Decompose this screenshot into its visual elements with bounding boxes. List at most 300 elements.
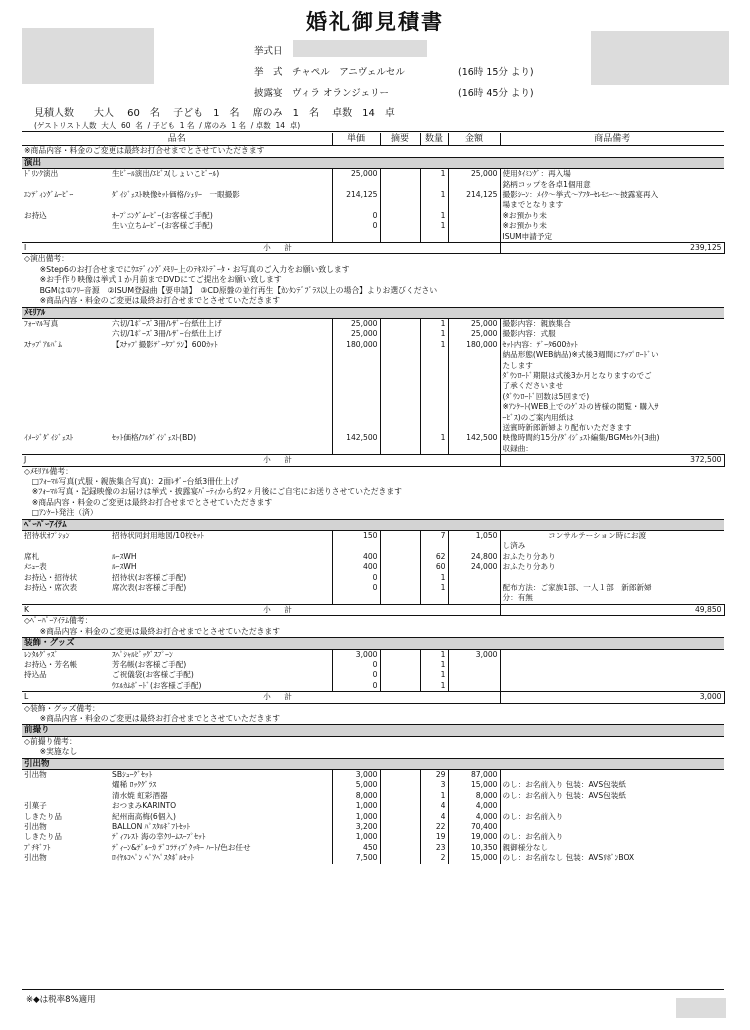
item-name [110,593,332,604]
subtotal-mark: J [22,455,110,466]
item-remarks [500,573,724,583]
note-row [22,254,724,265]
item-remarks: 撮影ｼｰﾝ：ﾒｲｸ～挙式～ｱﾌﾀｰｾﾚﾓﾆｰ～披露宴再入 [502,190,659,200]
item-category: 席札 [24,551,40,561]
item-price: 25,000 [332,318,380,329]
note-text: ※Step6のお打合せまでにｳｴﾃﾞｨﾝｸﾞﾒﾓﾘｰ上のﾃｷｽﾄﾃﾞｰﾀ・お写真のご入力をお願い致します [24,264,350,274]
note-text: ◇ﾍﾟｰﾊﾟｰｱｲﾃﾑ備考： [24,616,93,626]
item-price: 1,000 [332,832,380,842]
line-item-row [22,211,724,221]
line-item-row [22,423,724,433]
item-category: 招待状ｵﾌﾟｼｮﾝ [24,531,70,541]
item-amount [448,350,500,360]
item-category [22,402,110,412]
item-category [22,381,110,391]
item-remarks: のし：お名前入り 包装：AVS包装紙 [502,780,626,790]
item-remarks [500,769,724,780]
col-amount: 金額 [448,133,500,146]
item-amount: 25,000 [448,329,500,339]
col-price: 単価 [332,133,380,146]
item-qty: 4 [420,812,448,822]
item-amount: 24,800 [448,552,500,562]
item-qty: 1 [420,670,448,680]
note-row [22,146,724,157]
item-remarks: のし：お名前なし 包装：AVSﾘﾎﾞﾝBOX [502,853,635,863]
item-qty [420,593,448,604]
note-row [22,747,724,758]
subtotal-label: 小 計 [110,243,448,254]
note-row [22,616,724,627]
line-item-row [22,232,724,243]
item-remarks: のし：お名前入り [502,811,564,821]
item-qty [420,392,448,402]
item-name: ﾛｲﾔﾙｺﾍﾟﾝ ﾍﾟｱﾍﾟｽﾀﾎﾞﾙｾｯﾄ [110,853,332,863]
item-memo [380,444,420,455]
item-category [22,329,110,339]
item-qty: 7 [420,531,448,542]
item-remarks [500,822,724,832]
line-item-row [22,433,724,443]
item-remarks: 映像時間約15分/ﾀﾞｲｼﾞｪｽﾄ編集/BGMｾﾚｸﾄ(3曲) [502,433,660,443]
item-name [110,423,332,433]
item-memo [380,433,420,443]
item-qty [420,541,448,551]
col-name: 品名 [22,133,332,146]
line-item-row [22,812,724,822]
line-item-row [22,583,724,593]
section-title: ﾍﾟｰﾊﾟｰｱｲﾃﾑ [22,519,724,530]
line-item-row [22,413,724,423]
item-remarks: たします [502,360,533,370]
item-price [332,200,380,210]
item-category: 引菓子 [24,801,47,811]
item-memo [380,180,420,190]
note-row [22,627,724,638]
item-amount [448,541,500,551]
item-category: 引出物 [24,769,47,779]
item-name [110,392,332,402]
line-item-row [22,371,724,381]
ceremony-label: 挙 式 [254,67,283,78]
item-memo [380,413,420,423]
subtotal-mark: K [22,604,110,615]
item-memo [380,221,420,231]
item-category: ｽﾅｯﾌﾟｱﾙﾊﾞﾑ [24,339,62,349]
item-price: 7,500 [332,853,380,863]
note-row [22,466,724,477]
item-amount: 15,000 [448,780,500,790]
item-price [332,232,380,243]
section-title: 引出物 [22,758,724,769]
item-category [22,413,110,423]
item-category: 引出物 [24,853,47,863]
item-remarks: のし：お名前入り 包装：AVS包装紙 [502,790,626,800]
item-name [110,180,332,190]
item-price [332,392,380,402]
item-remarks: 撮影内容：親族集合 [502,318,571,328]
item-price: 5,000 [332,780,380,790]
item-price: 3,200 [332,822,380,832]
line-item-row [22,318,724,329]
item-qty: 60 [420,562,448,572]
redacted-page-number [676,998,726,1018]
item-name [110,200,332,210]
line-item-row [22,791,724,801]
item-amount: 8,000 [448,791,500,801]
item-name [110,232,332,243]
note-text: □ﾌｫｰﾏﾙ写真(式服・親族集合写真)：2面ﾚｻﾞｰ台紙3冊仕上げ [24,477,239,486]
note-row [22,296,724,307]
note-text: BGMは①ﾌﾘｰ音源 ②ISUM登録曲【要申請】 ③CD原盤の並行再生【ｶﾝﾀﾝﾃﾞﾌﾞﾗｽ以上の場合】よりお選びください [24,285,438,295]
item-price: 0 [332,221,380,231]
line-item-row [22,843,724,853]
line-item-row [22,392,724,402]
line-item-row [22,361,724,371]
item-category [22,371,110,381]
item-qty: 1 [420,221,448,231]
item-qty: 1 [420,318,448,329]
item-remarks: 場までとなります [502,200,564,210]
bottom-rule [22,989,724,990]
item-amount: 10,350 [448,843,500,853]
item-amount [448,221,500,231]
item-price: 3,000 [332,649,380,660]
item-remarks: 送賓時新郎新婦より配布いただきます [502,422,632,432]
section-title: 演出 [22,157,724,168]
item-remarks: コンサルテーション時にお渡 [502,531,647,541]
item-name: ｽﾍﾟｼｬﾙﾋﾞｯｸﾞｽﾌﾟｰﾝ [110,649,332,660]
item-amount: 87,000 [448,769,500,780]
subtotal-label: 小 計 [110,692,448,703]
item-price: 214,125 [332,190,380,200]
line-item-row [22,541,724,551]
reception-time: (16時 45分 より) [458,88,534,99]
item-memo [380,371,420,381]
item-remarks: し済み [502,541,526,551]
item-qty [420,444,448,455]
item-price: 180,000 [332,340,380,350]
item-name: 六切/1ﾎﾟｰｽﾞ3冊/ﾚｻﾞｰ台紙仕上げ [110,318,332,329]
item-memo [380,402,420,412]
subtotal-amount: 49,850 [500,604,724,615]
line-item-row [22,853,724,863]
item-qty: 3 [420,780,448,790]
item-price [332,361,380,371]
item-remarks [500,670,724,680]
item-remarks: (ﾀﾞｳﾝﾛｰﾄﾞ回数は5回まで) [502,391,590,401]
line-item-row [22,552,724,562]
item-category: ﾒﾆｭｰ表 [24,562,47,572]
note-row [22,703,724,714]
document-title: 婚礼御見積書 [306,9,444,34]
item-category: お持込・芳名帳 [24,659,78,669]
line-item-row [22,593,724,604]
item-memo [380,660,420,670]
line-item-row [22,780,724,790]
item-price [332,541,380,551]
item-qty: 1 [420,211,448,221]
item-remarks: 納品形態(WEB納品)※式後3週間にｱｯﾌﾟﾛｰﾄﾞい [502,350,659,360]
subtotal-qty [448,692,500,703]
item-memo [380,190,420,200]
note-row [22,508,724,518]
subtotal-amount: 3,000 [500,692,724,703]
item-qty [420,361,448,371]
item-amount [448,402,500,412]
item-amount [448,232,500,243]
note-row [22,498,724,508]
item-qty: 1 [420,169,448,180]
item-amount [448,660,500,670]
line-item-row [22,169,724,180]
item-memo [380,583,420,593]
item-price: 450 [332,843,380,853]
subtotal-qty [448,604,500,615]
item-amount: 180,000 [448,340,500,350]
item-remarks: 使用ﾀｲﾐﾝｸﾞ：再入場 [502,169,571,179]
item-memo [380,791,420,801]
note-row [22,714,724,725]
item-price [332,402,380,412]
note-text: ◇演出備考： [24,254,69,264]
item-price: 3,000 [332,769,380,780]
tax-footnote: ※◆は税率8%適用 [26,995,96,1005]
item-qty [420,413,448,423]
ceremony-venue: チャペル アニヴェルセル [292,67,405,78]
item-memo [380,541,420,551]
item-qty: 1 [420,433,448,443]
item-amount: 4,000 [448,812,500,822]
item-amount: 15,000 [448,853,500,863]
item-name: ｳｴﾙｶﾑﾎﾞｰﾄﾞ(お客様ご手配) [110,681,332,692]
item-name: ﾙｰｽWH [110,552,332,562]
note-row [22,275,724,285]
subtotal-row [22,692,724,703]
item-amount: 25,000 [448,169,500,180]
item-price: 1,000 [332,812,380,822]
subtotal-row [22,604,724,615]
item-remarks: ISUM申請予定 [502,231,553,241]
item-category [22,361,110,371]
item-memo [380,340,420,350]
item-memo [380,843,420,853]
item-remarks [500,801,724,811]
item-category: ｲﾒｰｼﾞﾀﾞｲｼﾞｪｽﾄ [24,433,74,443]
item-name [110,402,332,412]
item-category [22,180,110,190]
item-category [22,392,110,402]
note-text: ※商品内容・料金のご変更は最終お打合せまでとさせていただきます [24,296,281,306]
line-item-row [22,660,724,670]
item-category [22,350,110,360]
item-amount [448,593,500,604]
note-text: ※商品内容・料金のご変更は最終お打合せまでとさせていただきます [24,713,281,723]
item-name: SBｼｭｰｸﾞｾｯﾄ [110,769,332,780]
guest-list-summary: (ゲストリスト人数 大人 60 名 / 子ども 1 名 / 席のみ 1 名 / 卓数 14 卓) [34,121,301,130]
item-memo [380,812,420,822]
col-qty: 数量 [420,133,448,146]
item-category [22,593,110,604]
item-qty: 62 [420,552,448,562]
section-header [22,157,724,168]
item-price: 0 [332,211,380,221]
item-memo [380,562,420,572]
ceremony-time: (16時 15分 より) [458,67,534,78]
column-header-row [22,133,724,146]
section-title: ﾒﾓﾘｱﾙ [22,307,724,318]
item-qty: 1 [420,583,448,593]
item-memo [380,392,420,402]
item-name: ご祝儀袋(お客様ご手配) [110,670,332,680]
item-category [22,221,110,231]
section-header [22,307,724,318]
item-qty: 4 [420,801,448,811]
item-category: お持込・席次表 [24,583,78,593]
subtotal-mark: I [22,243,110,254]
item-memo [380,531,420,542]
item-category: 持込品 [24,670,47,680]
item-category [22,444,110,455]
item-amount [448,180,500,190]
item-name: ﾀﾞｲｼﾞｪｽﾄ映像ｾｯﾄ価格/ｼｪﾘｰ 一眼撮影 [110,190,332,200]
line-item-row [22,769,724,780]
item-memo [380,853,420,863]
item-amount: 142,500 [448,433,500,443]
item-price [332,180,380,190]
item-price [332,444,380,455]
item-category [22,681,110,692]
section-title: 装飾・グッズ [22,638,724,649]
subtotal-label: 小 計 [110,455,448,466]
col-memo: 摘要 [380,133,420,146]
item-remarks: ｰﾋﾞｽ)のご案内用紙は [502,412,574,422]
item-memo [380,832,420,842]
item-price: 0 [332,583,380,593]
item-remarks [500,660,724,670]
item-name [110,381,332,391]
note-text: □ｱﾝｹｰﾄ発注（済） [24,508,98,518]
line-item-row [22,402,724,412]
line-item-row [22,681,724,692]
note-row [22,487,724,497]
section-header [22,519,724,530]
item-amount [448,444,500,455]
line-item-row [22,573,724,583]
note-text: ※お手作り映像は挙式１か月前までDVDにてご提出をお願い致します [24,275,282,285]
item-name: 招待状同封用地図/10枚ｾｯﾄ [110,531,332,542]
line-item-row [22,670,724,680]
item-category: ﾚﾝﾀﾙｸﾞｯｽﾞ [24,649,59,659]
item-qty: 29 [420,769,448,780]
item-price [332,413,380,423]
item-qty: 23 [420,843,448,853]
col-remarks: 商品備考 [500,133,724,146]
item-name: ﾃﾞｨｰﾝ&ﾃﾞﾙｰｶ ﾃﾞｺﾗﾃｨﾌﾞｸｯｷｰ ﾊｰﾄ/色お任せ [110,843,332,853]
section-title: 前撮り [22,725,724,736]
estimate-table [22,133,724,864]
item-qty: 1 [420,340,448,350]
item-remarks: ※ｱﾝｹｰﾄ(WEB上でのｹﾞｽﾄの皆様の閲覧・購入ｻ [502,402,659,412]
item-name: 六切/1ﾎﾟｰｽﾞ3冊/ﾚｻﾞｰ台紙仕上げ [110,329,332,339]
item-amount: 1,050 [448,531,500,542]
note-text: ※実施なし [24,747,78,757]
note-row [22,477,724,487]
item-remarks: 撮影内容：式服 [502,329,556,339]
item-memo [380,211,420,221]
item-memo [380,169,420,180]
redacted-block-right [591,31,729,85]
item-category: お持込・招待状 [24,572,78,582]
ceremony-date-label: 挙式日 [254,46,283,57]
item-amount [448,670,500,680]
item-memo [380,350,420,360]
line-item-row [22,444,724,455]
redacted-logo-left [22,28,154,84]
item-name: ﾙｰｽWH [110,562,332,572]
item-amount: 3,000 [448,649,500,660]
item-amount [448,573,500,583]
item-amount: 214,125 [448,190,500,200]
item-amount [448,200,500,210]
item-price [332,371,380,381]
item-name: 燿稀 ﾛｯｸｸﾞﾗｽ [110,780,332,790]
item-memo [380,232,420,243]
note-text: ※商品内容・料金のご変更は最終お打合せまでとさせていただきます [24,497,273,507]
item-amount: 19,000 [448,832,500,842]
item-memo [380,769,420,780]
item-memo [380,681,420,692]
item-remarks: 収録曲： [502,443,533,453]
item-qty [420,381,448,391]
item-qty: 19 [420,832,448,842]
item-qty: 1 [420,660,448,670]
note-text: ※商品内容・料金のご変更は最終お打合せまでとさせていただきます [24,626,281,636]
redacted-date [293,40,427,57]
item-category: ﾄﾞﾘﾝｸ演出 [24,169,59,179]
item-qty [420,371,448,381]
item-category: お持込 [24,210,47,220]
subtotal-label: 小 計 [110,604,448,615]
item-name: 席次表(お客様ご手配) [110,583,332,593]
item-memo [380,801,420,811]
line-item-row [22,801,724,811]
item-qty [420,423,448,433]
item-remarks: 分：有無 [502,593,533,603]
line-item-row [22,221,724,231]
item-memo [380,318,420,329]
item-name: 【ｽﾅｯﾌﾟ撮影ﾃﾞｰﾀﾌﾟﾗﾝ】600ｶｯﾄ [110,340,332,350]
line-item-row [22,531,724,542]
item-price [332,593,380,604]
section-header [22,725,724,736]
note-text: ◇装飾・グッズ備考： [24,703,100,713]
item-name: 生い立ちﾑｰﾋﾞｰ(お客様ご手配) [110,221,332,231]
line-item-row [22,180,724,190]
subtotal-row [22,243,724,254]
line-item-row [22,350,724,360]
subtotal-amount: 372,500 [500,455,724,466]
guest-summary: 見積人数 大人 60 名 子ども 1 名 席のみ 1 名 卓数 14 卓 [34,108,395,119]
item-qty [420,232,448,243]
item-amount [448,681,500,692]
item-qty: 1 [420,190,448,200]
item-memo [380,200,420,210]
line-item-row [22,329,724,339]
line-item-row [22,340,724,350]
subtotal-qty [448,243,500,254]
item-memo [380,780,420,790]
item-amount [448,211,500,221]
